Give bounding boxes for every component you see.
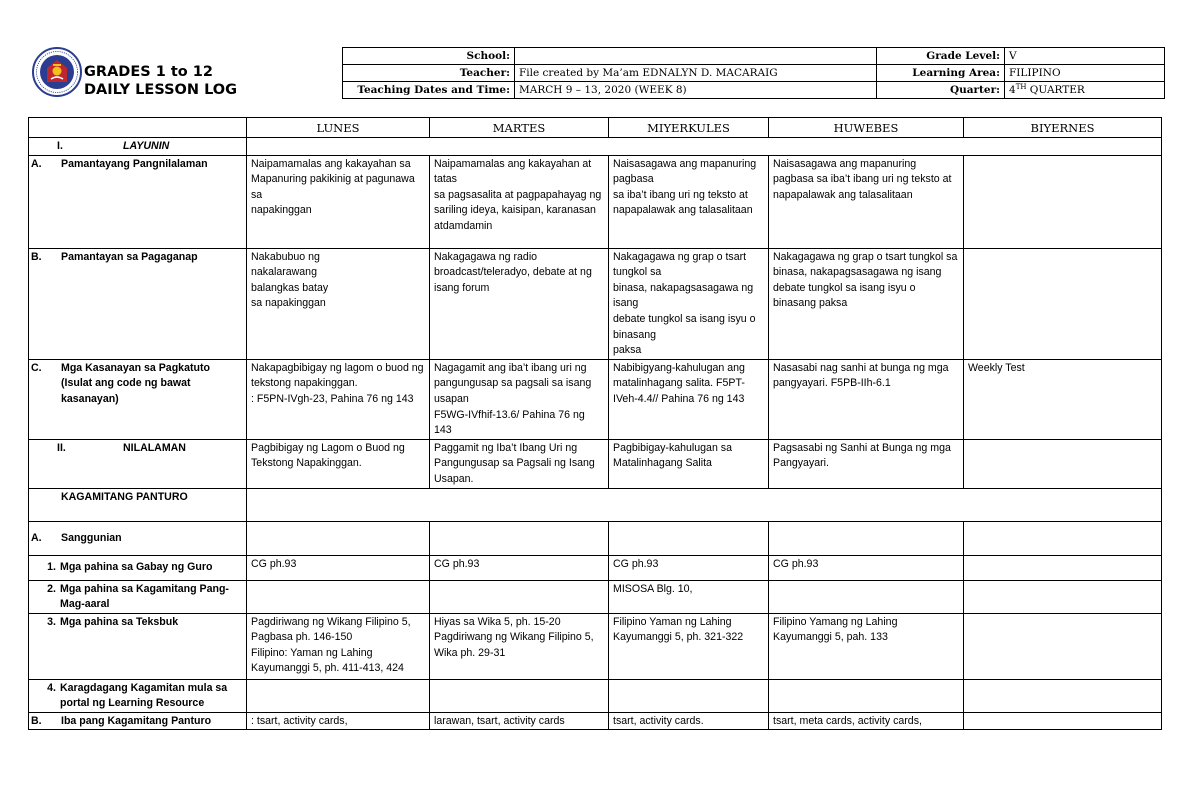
cell-huwebes [769, 679, 964, 712]
cell-martes: Paggamit ng Iba’t Ibang Uri ng Pangungusap sa Pagsali ng Isang Usapan. [430, 439, 609, 488]
cell-biyernes [964, 155, 1162, 248]
quarter-word: QUARTER [1026, 84, 1085, 96]
day-header-lunes: LUNES [247, 118, 430, 138]
cell-miyerkules: Filipino Yaman ng Lahing Kayumanggi 5, ph. 321-322 [609, 613, 769, 679]
row-label: B. Iba pang Kagamitang Panturo [29, 712, 247, 730]
cell-martes: Nagagamit ang iba’t ibang uri ng pangungusap sa pagsali sa isang usapan F5WG-IVfhif-13.6/ Pahina 76 ng 143 [430, 359, 609, 439]
cell-lunes: Pagbibigay ng Lagom o Buod ng Tekstong Napakinggan. [247, 439, 430, 488]
cell-lunes [247, 521, 430, 555]
daily-lesson-log-table [28, 117, 1162, 730]
title-line-2: DAILY LESSON LOG [84, 82, 238, 98]
cell-biyernes [964, 248, 1162, 359]
day-header-martes: MARTES [430, 118, 609, 138]
school-value [515, 48, 877, 65]
cell-huwebes: Naisasagawa ang mapanuring pagbasa sa iba’t ibang uri ng teksto at napapalawak ang talasalitaan [769, 155, 964, 248]
day-header-huwebes: HUWEBES [769, 118, 964, 138]
cell-martes [430, 580, 609, 613]
cell-miyerkules: Nabibigyang-kahulugan ang matalinhagang salita. F5PT-IVeh-4.4// Pahina 76 ng 143 [609, 359, 769, 439]
cell-biyernes [964, 521, 1162, 555]
cell-martes: Hiyas sa Wika 5, ph. 15-20 Pagdiriwang ng Wikang Filipino 5, Wika ph. 29-31 [430, 613, 609, 679]
header-info-table [342, 47, 1165, 99]
layunin-span-cell [247, 138, 1162, 156]
days-header-row [29, 118, 1162, 138]
cell-martes: Naipamamalas ang kakayahan at tatas sa pagsasalita at pagpapahayag ng sariling ideya, kaisipan, karanasan atdamdamin [430, 155, 609, 248]
quarter-label: Quarter: [877, 82, 1005, 99]
sanggunian-row [29, 521, 1162, 555]
karagdagang-kagamitan-row [29, 679, 1162, 712]
quarter-value [1005, 82, 1165, 99]
nilalaman-row [29, 439, 1162, 488]
day-header-biyernes: BIYERNES [964, 118, 1162, 138]
learning-area-label: Learning Area: [877, 65, 1005, 82]
gabay-ng-guro-row [29, 555, 1162, 580]
row-label: II. NILALAMAN [29, 439, 247, 488]
quarter-suffix: TH [1015, 83, 1027, 91]
row-label: KAGAMITANG PANTURO [29, 488, 247, 521]
cell-miyerkules: Pagbibigay-kahulugan sa Matalinhagang Salita [609, 439, 769, 488]
mga-kasanayan-row [29, 359, 1162, 439]
row-label: 3. Mga pahina sa Teksbuk [29, 613, 247, 679]
layunin-label: I. LAYUNIN [29, 138, 247, 156]
corner-cell [29, 118, 247, 138]
quarter-number: 4 [1009, 84, 1016, 96]
cell-martes [430, 679, 609, 712]
cell-lunes: Nakabubuo ng nakalarawang balangkas batay sa napakinggan [247, 248, 430, 359]
row-label: 2. Mga pahina sa Kagamitang Pang-Mag-aaral [29, 580, 247, 613]
teacher-label: Teacher: [343, 65, 515, 82]
cell-biyernes [964, 555, 1162, 580]
cell-martes: larawan, tsart, activity cards [430, 712, 609, 730]
grade-level-value: V [1005, 48, 1165, 65]
teaching-dates-value: MARCH 9 – 13, 2020 (WEEK 8) [515, 82, 877, 99]
cell-huwebes [769, 521, 964, 555]
cell-biyernes [964, 712, 1162, 730]
cell-lunes: Pagdiriwang ng Wikang Filipino 5, Pagbasa ph. 146-150 Filipino: Yaman ng Lahing Kayumanggi 5, ph. 411-413, 424 [247, 613, 430, 679]
pamantayan-sa-pagaganap-row [29, 248, 1162, 359]
title-line-1: GRADES 1 to 12 [84, 64, 213, 80]
cell-huwebes: Filipino Yamang ng Lahing Kayumanggi 5, pah. 133 [769, 613, 964, 679]
row-label: 1. Mga pahina sa Gabay ng Guro [29, 555, 247, 580]
cell-martes: Nakagagawa ng radio broadcast/teleradyo, debate at ng isang forum [430, 248, 609, 359]
cell-miyerkules: tsart, activity cards. [609, 712, 769, 730]
cell-martes: CG ph.93 [430, 555, 609, 580]
kagamitang-mag-aaral-row [29, 580, 1162, 613]
cell-miyerkules [609, 679, 769, 712]
cell-huwebes: Nakagagawa ng grap o tsart tungkol sa binasa, nakapagsasagawa ng isang debate tungkol sa isang isyu o binasang paksa [769, 248, 964, 359]
document-title [84, 63, 237, 99]
cell-biyernes [964, 679, 1162, 712]
teksbuk-row [29, 613, 1162, 679]
cell-biyernes [964, 439, 1162, 488]
teacher-value: File created by Ma’am EDNALYN D. MACARAIG [515, 65, 877, 82]
kagamitang-panturo-span-cell [247, 488, 1162, 521]
school-label: School: [343, 48, 515, 65]
row-label: A. Sanggunian [29, 521, 247, 555]
day-header-miyerkules: MIYERKULES [609, 118, 769, 138]
teaching-dates-label: Teaching Dates and Time: [343, 82, 515, 99]
row-label: B. Pamantayan sa Pagaganap [29, 248, 247, 359]
row-label: C. Mga Kasanayan sa Pagkatuto (Isulat ang code ng bawat kasanayan) [29, 359, 247, 439]
cell-lunes: CG ph.93 [247, 555, 430, 580]
cell-lunes: Naipamamalas ang kakayahan sa Mapanuring pakikinig at pagunawa sa napakinggan [247, 155, 430, 248]
cell-biyernes [964, 613, 1162, 679]
kagamitang-panturo-row [29, 488, 1162, 521]
cell-lunes: Nakapagbibigay ng lagom o buod ng tekstong napakinggan. : F5PN-IVgh-23, Pahina 76 ng 143 [247, 359, 430, 439]
cell-miyerkules: Nakagagawa ng grap o tsart tungkol sa binasa, nakapagsasagawa ng isang debate tungkol sa isang isyu o binasang paksa [609, 248, 769, 359]
cell-huwebes: tsart, meta cards, activity cards, [769, 712, 964, 730]
cell-martes [430, 521, 609, 555]
cell-lunes [247, 580, 430, 613]
grade-level-label: Grade Level: [877, 48, 1005, 65]
learning-area-value: FILIPINO [1005, 65, 1165, 82]
cell-miyerkules [609, 521, 769, 555]
row-label: 4. Karagdagang Kagamitan mula sa portal ng Learning Resource [29, 679, 247, 712]
layunin-row [29, 138, 1162, 156]
cell-lunes [247, 679, 430, 712]
cell-miyerkules: MISOSA Blg. 10, [609, 580, 769, 613]
row-label: A. Pamantayang Pangnilalaman [29, 155, 247, 248]
cell-biyernes: Weekly Test [964, 359, 1162, 439]
cell-huwebes: Pagsasabi ng Sanhi at Bunga ng mga Pangyayari. [769, 439, 964, 488]
deped-seal-icon [32, 46, 82, 98]
cell-miyerkules: CG ph.93 [609, 555, 769, 580]
cell-biyernes [964, 580, 1162, 613]
cell-huwebes: Nasasabi nag sanhi at bunga ng mga pangyayari. F5PB-IIh-6.1 [769, 359, 964, 439]
cell-huwebes: CG ph.93 [769, 555, 964, 580]
cell-lunes: : tsart, activity cards, [247, 712, 430, 730]
cell-huwebes [769, 580, 964, 613]
cell-miyerkules: Naisasagawa ang mapanuring pagbasa sa iba’t ibang uri ng teksto at napapalawak ang talasalitaan [609, 155, 769, 248]
iba-pang-kagamitan-row [29, 712, 1162, 730]
pamantayang-pangnilalaman-row [29, 155, 1162, 248]
